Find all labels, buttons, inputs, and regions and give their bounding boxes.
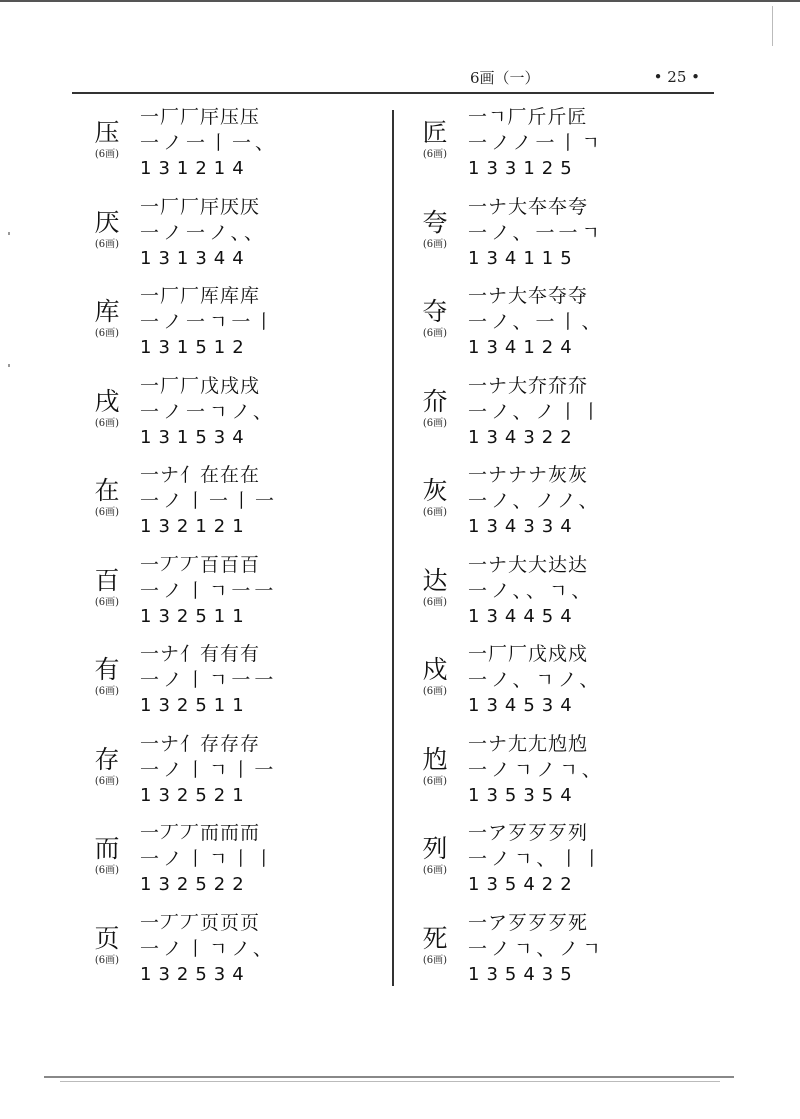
stroke-codes: 131344 (140, 247, 251, 269)
character-block (84, 566, 130, 609)
stroke-sequence (140, 910, 276, 988)
character-block (84, 387, 130, 430)
headword-character: 戍 (422, 655, 448, 684)
build-sequence: 一ナ大夰夼夼 (468, 374, 589, 397)
stroke-sequence (468, 641, 602, 719)
character-entry (84, 194, 384, 284)
headword-character: 厌 (94, 207, 120, 237)
character-entry (84, 641, 384, 731)
scan-edge-mark (772, 6, 773, 46)
headword-character: 在 (94, 476, 120, 505)
build-sequence: 一厂厂戊戌戌 (140, 374, 261, 397)
build-sequence: 一厂厂厈压压 (140, 106, 261, 128)
footer-rule (44, 1076, 734, 1078)
stroke-codes: 132534 (140, 963, 251, 985)
stroke-sequence (468, 373, 604, 451)
stroke-codes: 131534 (140, 426, 251, 448)
headword-character: 戌 (94, 386, 120, 416)
stroke-shapes: 一ノ、ノノ、 (468, 490, 602, 512)
build-sequence: 一厂厂厍库库 (140, 285, 261, 307)
stroke-sequence (468, 910, 605, 988)
stroke-codes: 133125 (468, 158, 579, 179)
stroke-shapes: 一ノ、一丨、 (468, 311, 605, 333)
character-block (84, 208, 130, 251)
stroke-count-note: (6画) (422, 686, 448, 697)
headword-character: 有 (94, 655, 120, 684)
stroke-count-note: (6画) (94, 775, 120, 787)
stroke-count-note: (6画) (94, 149, 120, 160)
character-block (412, 834, 458, 877)
headword-character: 夼 (422, 386, 448, 416)
character-entry (84, 910, 384, 1000)
character-block (412, 208, 458, 251)
build-sequence: 一ナ大大达达 (468, 553, 589, 576)
stroke-sequence (140, 731, 277, 809)
stroke-count-note: (6画) (94, 954, 120, 966)
character-block (84, 655, 130, 698)
stroke-sequence (468, 462, 601, 540)
headword-character: 而 (94, 834, 120, 863)
stroke-codes: 134334 (468, 516, 579, 537)
stroke-shapes: 一ノ丨ㄱ一一 (140, 669, 278, 691)
character-entry (412, 552, 712, 642)
character-block (412, 655, 458, 698)
scan-speck (8, 364, 10, 367)
stroke-shapes: 一ノ、、ㄱ、 (468, 579, 595, 602)
headword-character: 存 (94, 744, 120, 774)
stroke-sequence (140, 283, 277, 361)
stroke-shapes: 一ノ一ㄱノ、 (140, 400, 276, 423)
character-entry (84, 283, 384, 373)
stroke-count-note: (6画) (94, 865, 120, 876)
character-block (412, 566, 458, 609)
stroke-codes: 134454 (468, 605, 579, 627)
stroke-codes: 135435 (468, 963, 579, 985)
character-block (412, 924, 458, 967)
stroke-codes: 132121 (140, 516, 251, 537)
stroke-codes: 135422 (468, 874, 579, 895)
headword-character: 列 (422, 834, 448, 863)
character-entry (412, 820, 712, 910)
character-block (412, 387, 458, 430)
stroke-sequence (140, 462, 278, 540)
stroke-shapes: 一ノ、ㄱノ、 (468, 669, 603, 691)
build-sequence: 一厂厂戊戍戍 (468, 643, 589, 665)
character-block (84, 118, 130, 161)
build-sequence: 一ㄱ厂斤斤匠 (468, 106, 588, 128)
character-entry (412, 283, 712, 373)
build-sequence: 一ナ亻存存存 (140, 732, 261, 755)
character-entry (84, 373, 384, 463)
scan-top-edge (0, 0, 800, 2)
stroke-count-note: (6画) (94, 417, 120, 429)
column-divider (392, 110, 394, 986)
character-block (84, 297, 130, 340)
character-block (412, 297, 458, 340)
character-entry (84, 462, 384, 552)
stroke-shapes: 一ノノ一丨ㄱ (468, 132, 604, 154)
stroke-codes: 132511 (140, 605, 251, 627)
character-entry (412, 641, 712, 731)
character-block (84, 745, 130, 788)
headword-character: 达 (422, 565, 448, 595)
section-title: 6画（一） (470, 68, 540, 87)
stroke-count-note: (6画) (94, 686, 120, 697)
scan-speck (8, 232, 10, 235)
stroke-sequence (140, 373, 276, 451)
stroke-sequence (468, 194, 604, 272)
stroke-codes: 134534 (468, 695, 579, 716)
stroke-shapes: 一ノㄱ、ノㄱ (468, 937, 605, 960)
stroke-sequence (140, 820, 277, 898)
stroke-count-note: (6画) (422, 149, 448, 160)
character-block (412, 745, 458, 788)
stroke-shapes: 一ノ丨ㄱ一一 (140, 579, 278, 602)
build-sequence: 一ナ尢尢尥尥 (468, 732, 589, 755)
character-entry (84, 820, 384, 910)
stroke-count-note: (6画) (422, 954, 448, 966)
stroke-count-note: (6画) (422, 865, 448, 876)
headword-character: 灰 (422, 476, 448, 505)
build-sequence: 一ナナナ灰灰 (468, 464, 589, 486)
stroke-codes: 132522 (140, 874, 251, 895)
right-column (412, 104, 712, 999)
stroke-codes: 131512 (140, 337, 251, 358)
stroke-shapes: 一ノ一ノ、、 (140, 221, 267, 244)
stroke-sequence (468, 820, 605, 898)
stroke-shapes: 一ノㄱ、丨丨 (468, 848, 606, 870)
stroke-count-note: (6画) (94, 328, 120, 339)
stroke-shapes: 一ノ丨一丨一 (140, 490, 279, 512)
character-entry (412, 731, 712, 821)
character-entry (84, 552, 384, 642)
headword-character: 百 (94, 565, 120, 595)
build-sequence: 一ナ大夲夲夸 (468, 195, 589, 218)
headword-character: 匠 (422, 118, 448, 147)
page-number: • 25 • (653, 68, 700, 86)
stroke-codes: 134124 (468, 337, 579, 358)
headword-character: 库 (94, 297, 120, 326)
character-entry (412, 104, 712, 194)
stroke-shapes: 一ノ丨ㄱノ、 (140, 937, 276, 960)
stroke-codes: 131214 (140, 158, 251, 179)
stroke-sequence (140, 104, 278, 182)
stroke-count-note: (6画) (422, 507, 448, 518)
headword-character: 尥 (422, 744, 448, 774)
headword-character: 死 (422, 923, 448, 953)
build-sequence: 一丆丆页页页 (140, 911, 261, 934)
footer-rule-faint (60, 1081, 720, 1082)
stroke-sequence (468, 731, 605, 809)
stroke-sequence (468, 104, 604, 182)
stroke-shapes: 一ノ一丨一、 (140, 132, 279, 154)
stroke-sequence (140, 552, 277, 630)
headword-character: 页 (94, 923, 120, 953)
stroke-shapes: 一ノ、一一ㄱ (468, 221, 604, 244)
build-sequence: 一ア歹歹歹列 (468, 822, 589, 844)
build-sequence: 一ナ亻在在在 (140, 464, 261, 486)
stroke-sequence (468, 283, 604, 361)
character-entry (412, 373, 712, 463)
character-entry (412, 194, 712, 284)
stroke-count-note: (6画) (422, 417, 448, 429)
character-entry (412, 910, 712, 1000)
stroke-sequence (140, 641, 277, 719)
stroke-count-note: (6画) (422, 328, 448, 339)
stroke-shapes: 一ノ、ノ丨丨 (468, 400, 605, 423)
build-sequence: 一厂厂厈厌厌 (140, 195, 261, 218)
header-rule (72, 92, 714, 94)
stroke-codes: 134322 (468, 426, 579, 448)
stroke-shapes: 一ノㄱノㄱ、 (468, 758, 605, 781)
stroke-codes: 134115 (468, 247, 579, 269)
stroke-count-note: (6画) (422, 775, 448, 787)
left-column (84, 104, 384, 999)
build-sequence: 一丆丆百百百 (140, 553, 261, 576)
stroke-codes: 132511 (140, 695, 251, 716)
headword-character: 夺 (422, 297, 448, 326)
build-sequence: 一ア歹歹歹死 (468, 911, 589, 934)
build-sequence: 一ナ大夲夺夺 (468, 285, 589, 307)
stroke-count-note: (6画) (94, 238, 120, 250)
stroke-codes: 132521 (140, 784, 251, 806)
character-block (84, 924, 130, 967)
build-sequence: 一ナ亻有有有 (140, 643, 261, 665)
stroke-codes: 135354 (468, 784, 579, 806)
stroke-shapes: 一ノ丨ㄱ丨丨 (140, 848, 278, 870)
character-entry (84, 731, 384, 821)
character-block (412, 118, 458, 161)
stroke-count-note: (6画) (422, 238, 448, 250)
stroke-count-note: (6画) (422, 596, 448, 608)
stroke-shapes: 一ノ一ㄱ一丨 (140, 311, 278, 333)
stroke-count-note: (6画) (94, 507, 120, 518)
page-header (470, 66, 700, 88)
build-sequence: 一丆丆而而而 (140, 822, 261, 844)
stroke-count-note: (6画) (94, 596, 120, 608)
character-entry (412, 462, 712, 552)
character-entry (84, 104, 384, 194)
character-block (412, 476, 458, 519)
character-block (84, 834, 130, 877)
character-block (84, 476, 130, 519)
stroke-sequence (468, 552, 594, 630)
stroke-sequence (140, 194, 267, 272)
headword-character: 夸 (422, 207, 448, 237)
headword-character: 压 (94, 118, 120, 147)
stroke-shapes: 一ノ丨ㄱ丨一 (140, 758, 278, 781)
